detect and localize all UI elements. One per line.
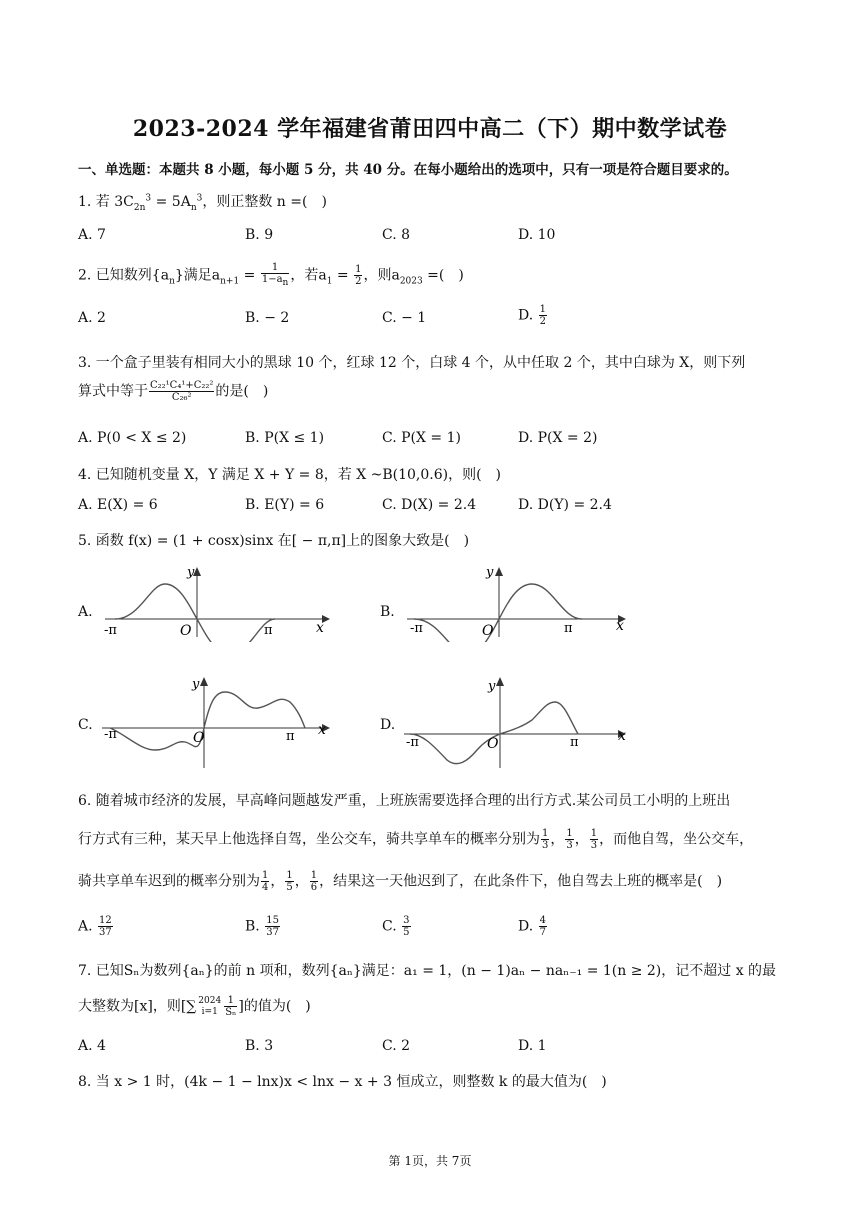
- q6-fraction: [285, 870, 293, 893]
- neg-pi-label: -π: [410, 621, 423, 636]
- q6-sep: ，: [574, 831, 589, 848]
- q5-graph-c: [100, 672, 335, 772]
- q5-option-b-label: B.: [380, 604, 395, 620]
- frac-den: 3: [542, 840, 549, 851]
- curve: [414, 584, 582, 642]
- question-4: 4. 已知随机变量 X，Y 满足 X + Y = 8，若 X ~B(10,0.6)，则( ): [78, 467, 502, 483]
- q6-fraction: [541, 828, 549, 851]
- q2-frac-den-sub: n: [282, 278, 289, 288]
- y-label: y: [488, 679, 496, 694]
- question-2: [78, 262, 790, 289]
- q6-fraction: [565, 828, 573, 851]
- q7-fraction: [224, 995, 237, 1018]
- q3-option-c: C. P(X = 1): [382, 430, 461, 446]
- q2-text: ，则a: [363, 267, 400, 284]
- q2-sub: n: [169, 276, 175, 287]
- frac-den: 2: [539, 316, 547, 327]
- q2-frac2-num: 1: [355, 264, 362, 275]
- y-label: y: [486, 565, 494, 580]
- frac-num: 3: [403, 915, 410, 926]
- q2-text: }满足a: [174, 267, 221, 284]
- question-6-line-3: [78, 870, 790, 893]
- frac-den: 6: [310, 882, 318, 893]
- option-fraction: [402, 915, 410, 938]
- frac-den: 37: [99, 927, 112, 938]
- frac-num: 1: [566, 828, 573, 839]
- q2-sub: n+1: [220, 276, 240, 287]
- q6-text: 行方式有三种，某天早上他选择自驾，坐公交车，骑共享单车的概率分别为: [78, 831, 540, 848]
- pi-label: π: [286, 729, 295, 744]
- frac-num: 1: [590, 828, 598, 839]
- q6-sep: ，: [550, 831, 565, 848]
- frac-den: 3: [590, 840, 598, 851]
- question-5: 5. 函数 f(x) = (1 + cosx)sinx 在[ − π,π]上的图象大致是( ): [78, 533, 470, 549]
- x-label: x: [318, 722, 326, 738]
- q4-option-b: B. E(Y) = 6: [245, 497, 325, 513]
- question-6-line-1: 6. 随着城市经济的发展，早高峰问题越发严重，上班族需要选择合理的出行方式.某公司员工小明的上班出: [78, 793, 731, 809]
- q1-text-mid: = 5A: [151, 194, 191, 210]
- q1-sup: 3: [145, 193, 152, 204]
- q2-frac-den: [261, 274, 290, 289]
- q2-option-a: A. 2: [78, 310, 106, 326]
- curve: [110, 692, 305, 750]
- frac-den: 5: [403, 927, 410, 938]
- origin-label: O: [180, 623, 192, 639]
- q6-sep: ，: [294, 873, 309, 890]
- frac-den: Sₙ: [225, 1007, 237, 1018]
- q2-text: 2. 已知数列{a: [78, 267, 170, 284]
- q4-option-d: D. D(Y) = 2.4: [518, 497, 612, 513]
- question-3-line-2: [78, 380, 790, 403]
- frac-num: 1: [224, 995, 237, 1007]
- q2-fraction: [261, 262, 290, 289]
- frac-num: 1: [286, 870, 293, 881]
- frac-den: 37: [266, 927, 279, 938]
- x-label: x: [618, 728, 626, 744]
- q5-option-d-label: D.: [380, 717, 396, 733]
- neg-pi-label: -π: [406, 735, 419, 750]
- x-label: x: [316, 620, 324, 636]
- q6-fraction: [310, 870, 318, 893]
- q5-option-a-label: A.: [78, 604, 93, 620]
- q2-option-b: B. − 2: [245, 310, 290, 326]
- q1-option-a: A. 7: [78, 227, 106, 243]
- frac-den: C₂₆²: [171, 392, 192, 403]
- q1-option-c: C. 8: [382, 227, 411, 243]
- q7-text: 大整数为[x]，则[∑: [78, 998, 197, 1015]
- question-7-line-1: 7. 已知Sₙ为数列{aₙ}的前 n 项和，数列{aₙ}满足：a₁ = 1，(n − 1)aₙ − naₙ₋₁ = 1(n ≥ 2)，记不超过 x 的最: [78, 963, 777, 979]
- q3-option-a: A. P(0 < X ≤ 2): [78, 430, 187, 446]
- q6-fraction: [261, 870, 269, 893]
- frac-num: 15: [266, 915, 279, 926]
- option-fraction: [265, 915, 280, 938]
- q6-option-c: [382, 915, 412, 938]
- frac-num: 4: [539, 915, 547, 926]
- origin-label: O: [193, 730, 205, 746]
- section-heading: 一、单选题：本题共 8 小题，每小题 5 分，共 40 分。在每小题给出的选项中，只有一项是符合题目要求的。: [78, 162, 738, 178]
- q2-fraction-2: [354, 264, 362, 287]
- q2-text: =: [239, 267, 260, 284]
- option-label: A.: [78, 918, 98, 935]
- q2-text: ，若a: [290, 267, 327, 284]
- q2-option-c: C. − 1: [382, 310, 427, 326]
- option-fraction: [539, 915, 547, 938]
- option-fraction: [98, 915, 113, 938]
- curve: [410, 702, 578, 764]
- sum-upper: 2024: [198, 995, 222, 1006]
- q7-text: ]的值为( ): [238, 998, 311, 1015]
- question-6-line-2: [78, 828, 790, 851]
- q2-frac-num: 1: [261, 262, 290, 274]
- question-1: [78, 191, 790, 213]
- q7-option-c: C. 2: [382, 1038, 411, 1054]
- curve: [115, 584, 275, 642]
- q7-option-d: D. 1: [518, 1038, 547, 1054]
- q2-sub: 2023: [399, 276, 423, 287]
- q4-option-c: C. D(X) = 2.4: [382, 497, 477, 513]
- sum-lower: i=1: [201, 1006, 218, 1017]
- q1-sub2: n: [190, 202, 197, 213]
- frac-num: 1: [539, 304, 547, 315]
- frac-num: C₂₂¹C₄¹+C₂₂²: [150, 380, 214, 391]
- q1-sub: 2n: [133, 202, 146, 213]
- origin-label: O: [487, 736, 499, 752]
- y-axis-arrow: [495, 567, 503, 576]
- frac-num: 1: [310, 870, 318, 881]
- origin-label: O: [482, 623, 494, 639]
- q3-text: 算式中等于: [78, 383, 148, 400]
- option-label: D.: [518, 918, 538, 935]
- q1-option-b: B. 9: [245, 227, 274, 243]
- frac-num: 1: [542, 828, 549, 839]
- y-axis-arrow: [200, 677, 208, 686]
- q2-option-d-label: D.: [518, 307, 538, 324]
- q1-text-post: ，则正整数 n =( ): [202, 194, 327, 210]
- pi-label: π: [570, 735, 579, 750]
- frac-den: 4: [262, 882, 269, 893]
- q4-option-a: A. E(X) = 6: [78, 497, 158, 513]
- q5-graph-b: [402, 562, 637, 642]
- page-title: 2023-2024 学年福建省莆田四中高二（下）期中数学试卷: [132, 116, 728, 142]
- option-label: C.: [382, 918, 402, 935]
- q2-text: =: [332, 267, 354, 284]
- q2-frac2-den: 2: [355, 276, 362, 287]
- page-footer: 第 1页，共 7页: [388, 1154, 472, 1168]
- q2-text: =( ): [422, 267, 464, 284]
- neg-pi-label: -π: [104, 623, 117, 638]
- q6-text: ，结果这一天他迟到了，在此条件下，他自驾去上班的概率是( ): [319, 873, 723, 890]
- y-label: y: [192, 677, 200, 692]
- frac-den: 7: [539, 927, 547, 938]
- q3-option-d: D. P(X = 2): [518, 430, 598, 446]
- q3-fraction: [149, 380, 214, 403]
- pi-label: π: [564, 621, 573, 636]
- q6-option-a: [78, 915, 114, 938]
- q2-option-d-fraction: [539, 304, 547, 327]
- question-7-line-2: [78, 995, 790, 1018]
- q6-fraction: [590, 828, 598, 851]
- q7-option-b: B. 3: [245, 1038, 274, 1054]
- q1-option-d: D. 10: [518, 227, 556, 243]
- q6-option-b: [245, 915, 281, 938]
- frac-den: 3: [566, 840, 573, 851]
- question-3-line-1: 3. 一个盒子里装有相同大小的黑球 10 个，红球 12 个，白球 4 个，从中任取 2 个，其中白球为 X，则下列: [78, 355, 746, 371]
- q5-graph-a: [100, 562, 335, 642]
- q1-text-pre: 1. 若 3C: [78, 194, 134, 210]
- option-label: B.: [245, 918, 265, 935]
- q5-option-c-label: C.: [78, 717, 93, 733]
- y-axis-arrow: [496, 677, 504, 686]
- q3-option-b: B. P(X ≤ 1): [245, 430, 325, 446]
- q5-graph-d: [402, 672, 637, 772]
- q7-sum-limits: [197, 996, 222, 1018]
- q6-option-d: [518, 915, 548, 938]
- x-label: x: [616, 618, 624, 634]
- q7-option-a: A. 4: [78, 1038, 106, 1054]
- q1-sup2: 3: [196, 193, 203, 204]
- q2-frac-den-text: 1−a: [261, 274, 283, 285]
- q6-text: ，而他自驾，坐公交车，: [599, 831, 754, 848]
- q3-text: 的是( ): [215, 383, 269, 400]
- q6-sep: ，: [270, 873, 285, 890]
- neg-pi-label: -π: [104, 727, 117, 742]
- q2-option-d: [518, 304, 548, 327]
- q6-text: 骑共享单车迟到的概率分别为: [78, 873, 260, 890]
- frac-num: 12: [99, 915, 112, 926]
- frac-num: 1: [262, 870, 269, 881]
- question-8: 8. 当 x > 1 时，(4k − 1 − lnx)x < lnx − x + 3 恒成立，则整数 k 的最大值为( ): [78, 1074, 607, 1090]
- pi-label: π: [264, 623, 273, 638]
- q2-sub: 1: [326, 276, 333, 287]
- frac-den: 5: [286, 882, 293, 893]
- y-label: y: [187, 565, 195, 580]
